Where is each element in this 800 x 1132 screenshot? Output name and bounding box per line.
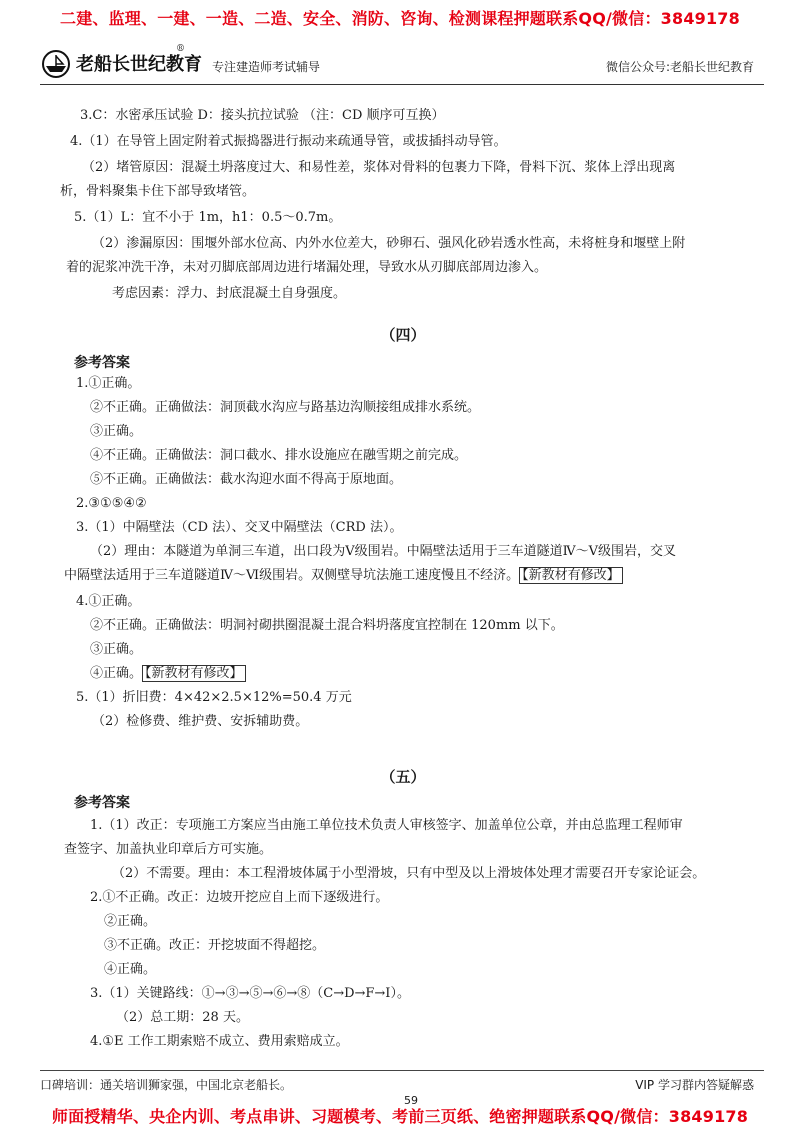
ship-logo-icon [40, 50, 72, 78]
text-line: （2）检修费、维护费、安拆辅助费。 [92, 714, 309, 729]
text-line: ⑤不正确。正确做法：截水沟迎水面不得高于原地面。 [90, 472, 403, 487]
text-line: （2）不需要。理由：本工程滑坡体属于小型滑坡，只有中型及以上滑坡体处理才需要召开专家论证会。 [112, 866, 706, 881]
text-segment: 中隔壁法适用于三车道隧道Ⅳ～Ⅵ级围岩。双侧壁导坑法施工速度慢且不经济。 [64, 568, 520, 583]
text-line: ②不正确。正确做法：明洞衬砌拱圈混凝土混合料坍落度宜控制在 120mm 以下。 [90, 618, 564, 633]
page-header [40, 44, 764, 85]
text-line: （2）总工期：28 天。 [116, 1010, 249, 1025]
wechat-account: 微信公众号:老船长世纪教育 [605, 60, 754, 74]
text-line: 4.①E 工作工期索赔不成立、费用索赔成立。 [90, 1034, 349, 1049]
text-line: 3.（1）关键路线：①→③→⑤→⑥→⑧（C→D→F→I）。 [90, 986, 410, 1001]
text-line: 2.①不正确。改正：边坡开挖应自上而下逐级进行。 [90, 890, 389, 905]
text-line: ③不正确。改正：开挖坡面不得超挖。 [104, 938, 326, 953]
text-line: 1.（1）改正：专项施工方案应当由施工单位技术负责人审核签字、加盖单位公章，并由总监理工程师审 [90, 818, 683, 833]
text-line: 4.（1）在导管上固定附着式振捣器进行振动来疏通导管，或拔插抖动导管。 [70, 134, 507, 149]
text-line: ④不正确。正确做法：洞口截水、排水设施应在融雪期之前完成。 [90, 448, 468, 463]
text-line: ③正确。 [90, 424, 143, 439]
text-line: （2）渗漏原因：围堰外部水位高、内外水位差大，砂卵石、强风化砂岩透水性高，未将桩身和堰壁上附 [92, 236, 686, 251]
registered-mark: ® [176, 44, 185, 54]
top-banner: 二建、监理、一建、一造、二造、安全、消防、咨询、检测课程押题联系QQ/微信：3849178 [60, 9, 740, 28]
text-line: 5.（1）L：宜不小于 1m，h1：0.5～0.7m。 [74, 210, 342, 225]
footer-right-text: VIP 学习群内答疑解惑 [635, 1078, 754, 1092]
text-line: ④正确。 [104, 962, 157, 977]
text-line [64, 566, 623, 586]
footer-divider [40, 1070, 764, 1071]
text-line: 考虑因素：浮力、封底混凝土自身强度。 [112, 286, 347, 301]
text-line: 5.（1）折旧费：4×42×2.5×12%=50.4 万元 [76, 690, 352, 705]
text-line: 1.①正确。 [76, 376, 141, 391]
revision-tag: 【新教材有修改】 [142, 665, 246, 682]
text-line: ②不正确。正确做法：洞顶截水沟应与路基边沟顺接组成排水系统。 [90, 400, 481, 415]
text-line: （2）堵管原因：混凝土坍落度过大、和易性差，浆体对骨料的包裹力下降，骨料下沉、浆体上浮出现离 [82, 160, 676, 175]
reference-answer-heading: 参考答案 [74, 795, 130, 811]
page-number: 59 [404, 1094, 418, 1107]
reference-answer-heading: 参考答案 [74, 355, 130, 371]
logo-text: 老船长世纪教育 [76, 54, 202, 75]
bottom-banner: 师面授精华、央企内训、考点串讲、习题模考、考前三页纸、绝密押题联系QQ/微信：3849178 [51, 1107, 749, 1126]
revision-tag: 【新教材有修改】 [519, 567, 623, 584]
text-line: ②正确。 [104, 914, 157, 929]
text-line: 析，骨料聚集卡住下部导致堵管。 [60, 184, 256, 199]
section-title-4: （四） [380, 326, 426, 344]
text-line: 3.（1）中隔壁法（CD 法）、交叉中隔壁法（CRD 法）。 [76, 520, 403, 535]
footer-left-text: 口碑培训：通关培训狮家强，中国北京老船长。 [40, 1078, 293, 1092]
text-line: （2）理由：本隧道为单洞三车道，出口段为Ⅴ级围岩。中隔壁法适用于三车道隧道Ⅳ～Ⅴ级围岩，交叉 [90, 544, 677, 559]
text-line: 4.①正确。 [76, 594, 141, 609]
section-title-5: （五） [380, 768, 426, 786]
text-line: 3.C：水密承压试验 D：接头抗拉试验 （注：CD 顺序可互换） [80, 108, 445, 123]
text-line: 2.③①⑤④② [76, 496, 147, 511]
text-line: 查签字、加盖执业印章后方可实施。 [64, 842, 273, 857]
text-line: ③正确。 [90, 642, 143, 657]
text-line: 着的泥浆冲洗干净，未对刃脚底部周边进行堵漏处理，导致水从刃脚底部周边渗入。 [66, 260, 548, 275]
text-line [90, 664, 246, 684]
tagline: 专注建造师考试辅导 [212, 60, 321, 74]
text-segment: ④正确。 [90, 666, 143, 681]
